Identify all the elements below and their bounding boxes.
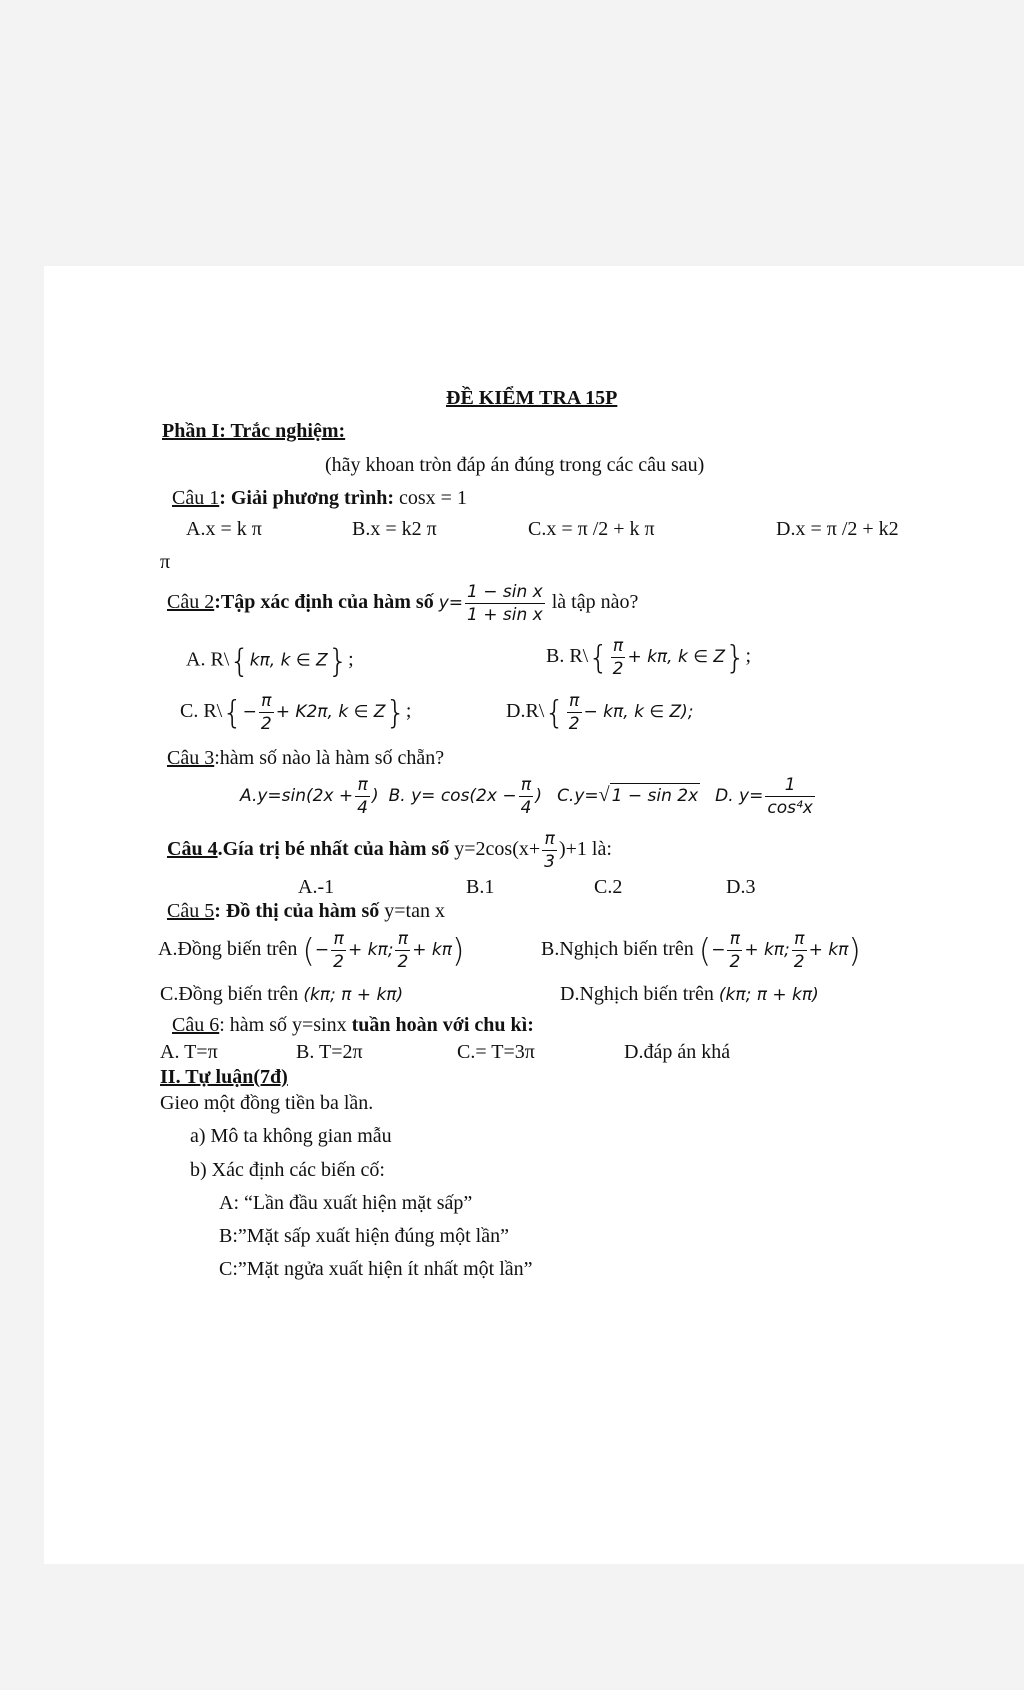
q4-option-d: D.3 — [726, 876, 756, 898]
part1-heading: Phần I: Trắc nghiệm: — [162, 420, 346, 442]
q5-option-c — [160, 982, 403, 1007]
q2-option-a: A. R\{kπ, k ∈ Z}; — [186, 642, 354, 680]
q2-b-rest: + kπ, k ∈ Z — [627, 647, 726, 668]
part2-item-b: b) Xác định các biến cố: — [190, 1159, 385, 1181]
q1-label: Câu 1 — [172, 487, 220, 509]
q3-a-post: ) — [372, 786, 379, 807]
q6-option-b: B. T=2π — [296, 1041, 363, 1063]
q3-b-pre: B. y= cos(2x − — [388, 786, 517, 807]
q5-function: y=tan x — [384, 900, 445, 922]
q1-option-b: B.x = k2 π — [352, 518, 437, 540]
q5-b-den1: 2 — [729, 952, 741, 972]
q2-fraction — [465, 581, 545, 626]
q5-d-text: D.Nghịch biến trên — [560, 983, 714, 1005]
question-2 — [167, 581, 638, 626]
q3-text: :hàm số nào là hàm số chẵn? — [214, 747, 445, 769]
part1-instruction: (hãy khoan tròn đáp án đúng trong các câu sau) — [325, 454, 705, 476]
q5-b-kpi2: + kπ — [808, 940, 849, 961]
q5-b-text: B.Nghịch biến trên — [541, 938, 694, 961]
event-a: A: “Lần đầu xuất hiện mặt sấp” — [219, 1192, 473, 1214]
q2-a-set: kπ, k ∈ Z — [249, 650, 328, 671]
q3-d-pre: D. y= — [715, 786, 764, 807]
q3-c-sqrt: 1 − sin 2x — [610, 783, 701, 808]
q2-c-den: 2 — [260, 714, 272, 734]
q3-label: Câu 3 — [167, 747, 215, 769]
part2-heading: II. Tự luận(7đ) — [160, 1066, 288, 1088]
q2-option-b: B. R\{ $\frac{\pi}{2}$ + kπ, k ∈ Z}; — [546, 636, 752, 679]
q2-c-num: π — [259, 690, 274, 713]
q5-c-interval: (kπ; π + kπ) — [303, 985, 404, 1005]
exam-title: ĐỀ KIỂM TRA 15P — [446, 387, 618, 409]
q3-options: A.y=sin(2x + $\frac{\pi}{4}$ ) B. y= cos(2x − $\frac{\pi}{4}$ ) C.y=√ 1 − sin 2x D. y= $\frac{1}{\text{cos⁴x}}$ — [240, 775, 813, 818]
q3-c-pre: C.y= — [557, 786, 599, 807]
q2-y: y= — [438, 593, 464, 614]
q3-d-num: 1 — [765, 774, 814, 797]
q2-b-label: B. R\ — [546, 645, 589, 668]
q1-text: : Giải phương trình: — [219, 487, 394, 509]
q6-text-bold: tuần hoàn với chu kì: — [351, 1014, 534, 1036]
q2-c-rest: + K2π, k ∈ Z — [275, 702, 386, 723]
q4-label: Câu 4 — [167, 838, 218, 861]
question-1 — [172, 486, 467, 510]
q1-option-d: D.x = π /2 + k2 — [776, 518, 899, 540]
q5-c-text: C.Đồng biến trên — [160, 983, 299, 1005]
q3-a-num: π — [355, 774, 370, 797]
event-c: C:”Mặt ngửa xuất hiện ít nhất một lần” — [219, 1258, 533, 1280]
part2-intro: Gieo một đồng tiền ba lần. — [160, 1092, 374, 1114]
q5-option-b: B.Nghịch biến trên (− $\frac{\pi}{2}$ + kπ; $\frac{\pi}{2}$ + kπ) — [541, 929, 861, 972]
q5-option-d — [560, 982, 819, 1007]
q5-a-den1: 2 — [333, 952, 344, 972]
q2-label: Câu 2 — [167, 591, 215, 614]
q4-option-a: A.-1 — [298, 876, 335, 898]
q3-b-num: π — [519, 774, 534, 797]
q5-a-kpi: + kπ; — [347, 940, 394, 961]
q6-option-c: C.= T=3π — [457, 1041, 535, 1063]
q4-text: .Gía trị bé nhất của hàm số — [217, 838, 450, 861]
question-5 — [167, 899, 445, 923]
q2-c-pre: − — [242, 702, 257, 723]
q5-a-num2: π — [395, 928, 410, 951]
q3-a-den: 4 — [357, 798, 368, 818]
q2-numerator: 1 − sin x — [467, 582, 543, 602]
question-4 — [167, 828, 612, 873]
q6-text: : hàm số y=sinx — [219, 1014, 347, 1036]
question-6 — [172, 1013, 534, 1037]
q1-equation: cosx = 1 — [399, 487, 467, 509]
q5-a-text: A.Đồng biến trên — [158, 938, 298, 961]
q2-option-d: D.R\{ $\frac{\pi}{2}$ − kπ, k ∈ Z); — [506, 691, 694, 734]
q4-den: 3 — [544, 852, 555, 872]
q2-b-num: π — [611, 635, 626, 658]
q2-b-den: 2 — [612, 659, 624, 679]
q3-b-post: ) — [535, 786, 543, 807]
event-b: B:”Mặt sấp xuất hiện đúng một lần” — [219, 1225, 509, 1247]
q5-b-den2: 2 — [793, 952, 805, 972]
q5-d-interval: (kπ; π + kπ) — [718, 985, 819, 1005]
q4-option-c: C.2 — [594, 876, 623, 898]
question-3 — [167, 746, 444, 770]
q2-d-den: 2 — [568, 714, 580, 734]
q1-option-c: C.x = π /2 + k π — [528, 518, 655, 540]
part2-item-a: a) Mô ta không gian mẫu — [190, 1125, 392, 1147]
q6-option-d: D.đáp án khá — [624, 1041, 731, 1063]
q6-option-a: A. T=π — [160, 1041, 218, 1063]
q5-b-num2: π — [792, 928, 807, 951]
q2-denominator: 1 + sin x — [467, 605, 543, 625]
q2-d-label: D.R\ — [506, 700, 545, 723]
q5-text: : Đồ thị của hàm số — [214, 900, 380, 922]
q2-tail: là tập nào? — [551, 591, 639, 614]
q2-text: :Tập xác định của hàm số — [214, 591, 434, 614]
q5-a-den2: 2 — [397, 952, 409, 972]
q4-option-b: B.1 — [466, 876, 495, 898]
q2-d-rest: − kπ, k ∈ Z); — [583, 702, 694, 723]
q5-b-kpi: + kπ; — [744, 940, 790, 961]
q5-a-kpi2: + kπ — [412, 940, 453, 961]
q6-label: Câu 6 — [172, 1014, 220, 1036]
q2-a-label: A. R\ — [186, 648, 230, 671]
q5-b-num1: π — [727, 928, 742, 951]
q2-option-c: C. R\{− $\frac{\pi}{2}$ + K2π, k ∈ Z}; — [180, 691, 412, 734]
q3-b-den: 4 — [520, 798, 532, 818]
q1-option-d-continued: π — [160, 551, 171, 573]
q3-d-den: cos⁴x — [767, 798, 813, 818]
q4-pre: y=2cos(x+ — [454, 838, 541, 861]
q5-a-num1: π — [331, 928, 346, 951]
q5-label: Câu 5 — [167, 900, 215, 922]
q1-option-a: A.x = k π — [186, 518, 262, 540]
q2-c-label: C. R\ — [180, 700, 223, 723]
q4-post: )+1 là: — [558, 838, 612, 861]
q4-num: π — [542, 828, 557, 851]
q3-a-pre: A.y=sin(2x + — [240, 786, 354, 807]
q2-d-num: π — [567, 690, 582, 713]
q5-option-a: A.Đồng biến trên (− $\frac{\pi}{2}$ + kπ; $\frac{\pi}{2}$ + kπ) — [158, 929, 465, 972]
